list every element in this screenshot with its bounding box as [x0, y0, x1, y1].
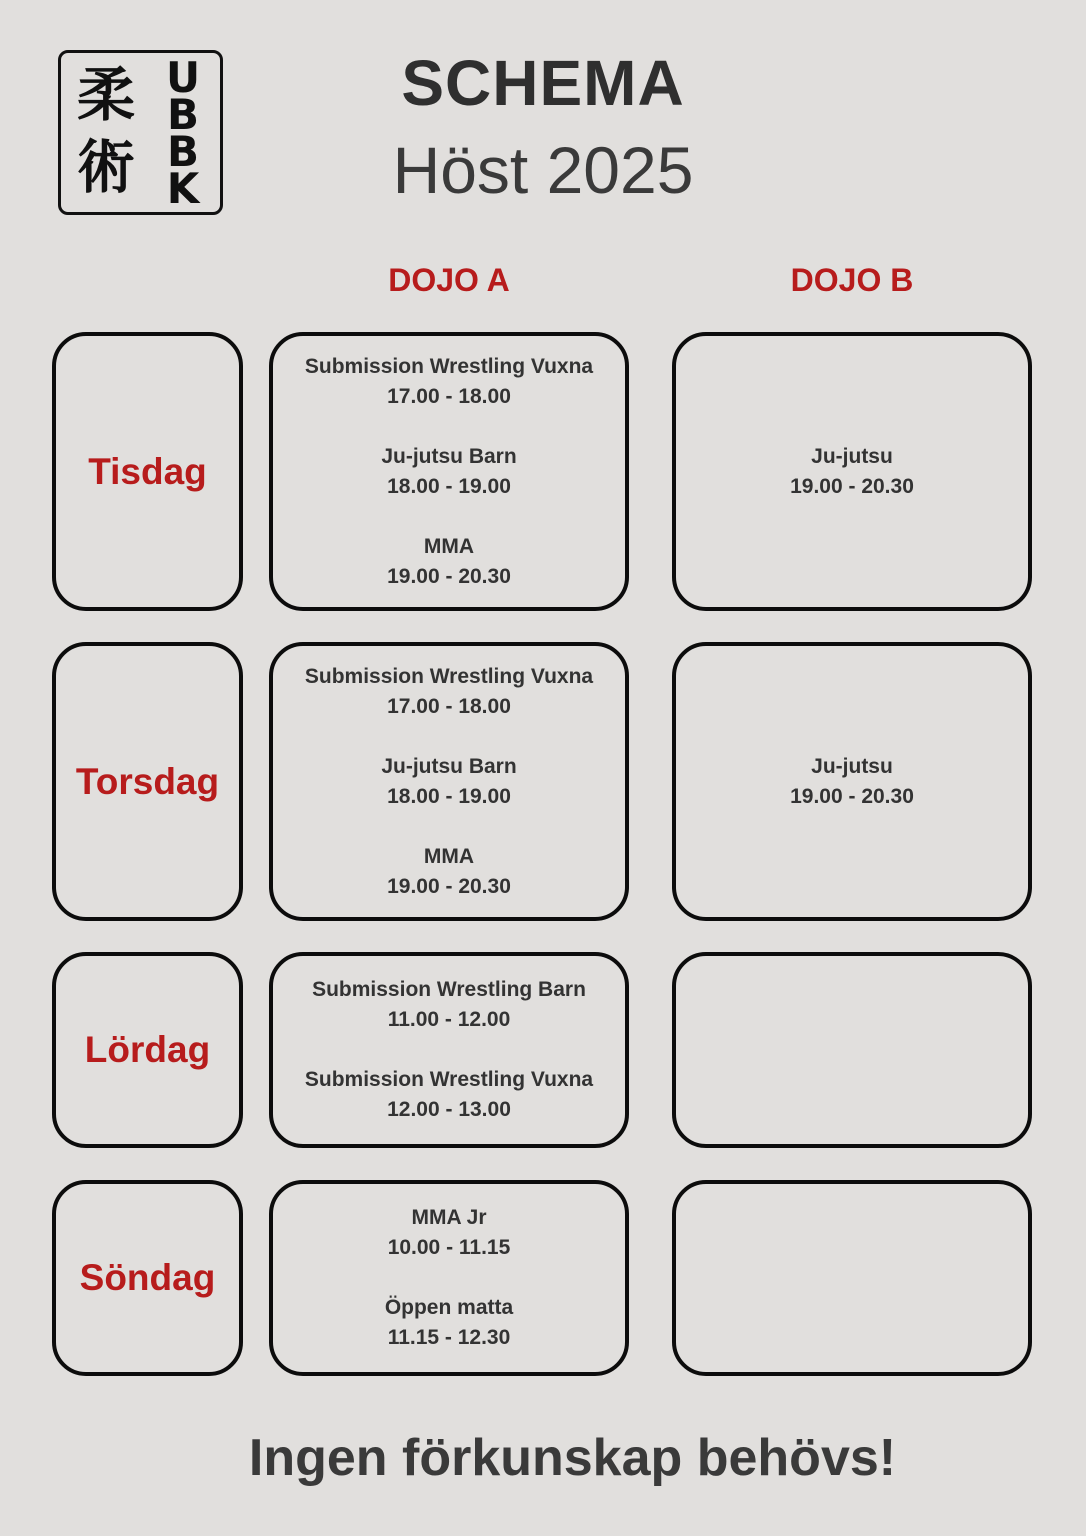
dojo-a-cell: [269, 642, 629, 921]
class-name: Submission Wrestling Barn: [312, 978, 586, 1001]
day-cell: [52, 332, 243, 611]
logo-letter: B: [166, 127, 199, 176]
class-time: 12.00 - 13.00: [387, 1098, 511, 1121]
dojo-b-cell: [672, 1180, 1032, 1376]
day-label: Torsdag: [75, 760, 220, 802]
class-name: Ju-jutsu Barn: [381, 754, 517, 778]
class-session: [305, 352, 593, 412]
class-time: 19.00 - 20.30: [790, 784, 914, 808]
class-session: [790, 752, 914, 812]
class-time: 17.00 - 18.00: [387, 384, 511, 408]
footer-note: Ingen förkunskap behövs!: [248, 1429, 897, 1487]
class-time: 19.00 - 20.30: [387, 874, 511, 898]
dojo-b-cell: [672, 642, 1032, 921]
class-time: 17.00 - 18.00: [387, 694, 511, 718]
day-cell: [52, 642, 243, 921]
class-time: 18.00 - 19.00: [387, 784, 511, 808]
class-time: 19.00 - 20.30: [387, 564, 511, 588]
logo-letter: B: [166, 90, 199, 139]
class-session: [305, 662, 593, 722]
class-name: Submission Wrestling Vuxna: [304, 1068, 594, 1091]
column-header-dojo-b: DOJO B: [790, 262, 914, 298]
day-label: Söndag: [79, 1257, 216, 1298]
class-name: Submission Wrestling Vuxna: [304, 354, 594, 378]
class-time: 18.00 - 19.00: [387, 474, 511, 498]
day-label: Tisdag: [88, 450, 207, 492]
logo-kanji-char: 柔: [76, 61, 135, 129]
day-cell: [52, 952, 243, 1148]
class-name: Öppen matta: [384, 1296, 514, 1319]
class-session: [312, 975, 586, 1035]
dojo-a-cell: [269, 952, 629, 1148]
class-session: [387, 842, 511, 902]
dojo-a-cell: [269, 332, 629, 611]
day-label: Lördag: [84, 1029, 211, 1070]
class-session: [381, 442, 516, 502]
logo-letter: K: [166, 164, 200, 213]
class-name: Ju-jutsu: [811, 754, 893, 778]
class-name: Ju-jutsu Barn: [381, 444, 517, 468]
logo-kanji-char: 術: [76, 133, 135, 201]
page-title: SCHEMA: [401, 47, 685, 119]
page-subtitle: Höst 2025: [392, 133, 694, 207]
dojo-b-cell: [672, 952, 1032, 1148]
column-header-dojo-a: DOJO A: [388, 262, 510, 298]
class-session: [385, 1293, 513, 1353]
class-time: 10.00 - 11.15: [387, 1236, 511, 1259]
class-session: [381, 752, 516, 812]
class-session: [388, 1203, 511, 1263]
logo-letter: U: [165, 53, 201, 102]
day-cell: [52, 1180, 243, 1376]
dojo-a-cell: [269, 1180, 629, 1376]
class-name: MMA Jr: [411, 1206, 487, 1229]
class-time: 11.15 - 12.30: [387, 1326, 511, 1349]
class-name: MMA: [423, 844, 475, 868]
class-name: MMA: [423, 534, 475, 558]
class-time: 11.00 - 12.00: [387, 1008, 511, 1031]
class-session: [305, 1065, 593, 1125]
class-session: [387, 532, 511, 592]
class-name: Ju-jutsu: [811, 444, 893, 468]
class-name: Submission Wrestling Vuxna: [304, 664, 594, 688]
class-time: 19.00 - 20.30: [790, 474, 914, 498]
dojo-b-cell: [672, 332, 1032, 611]
class-session: [790, 442, 914, 502]
